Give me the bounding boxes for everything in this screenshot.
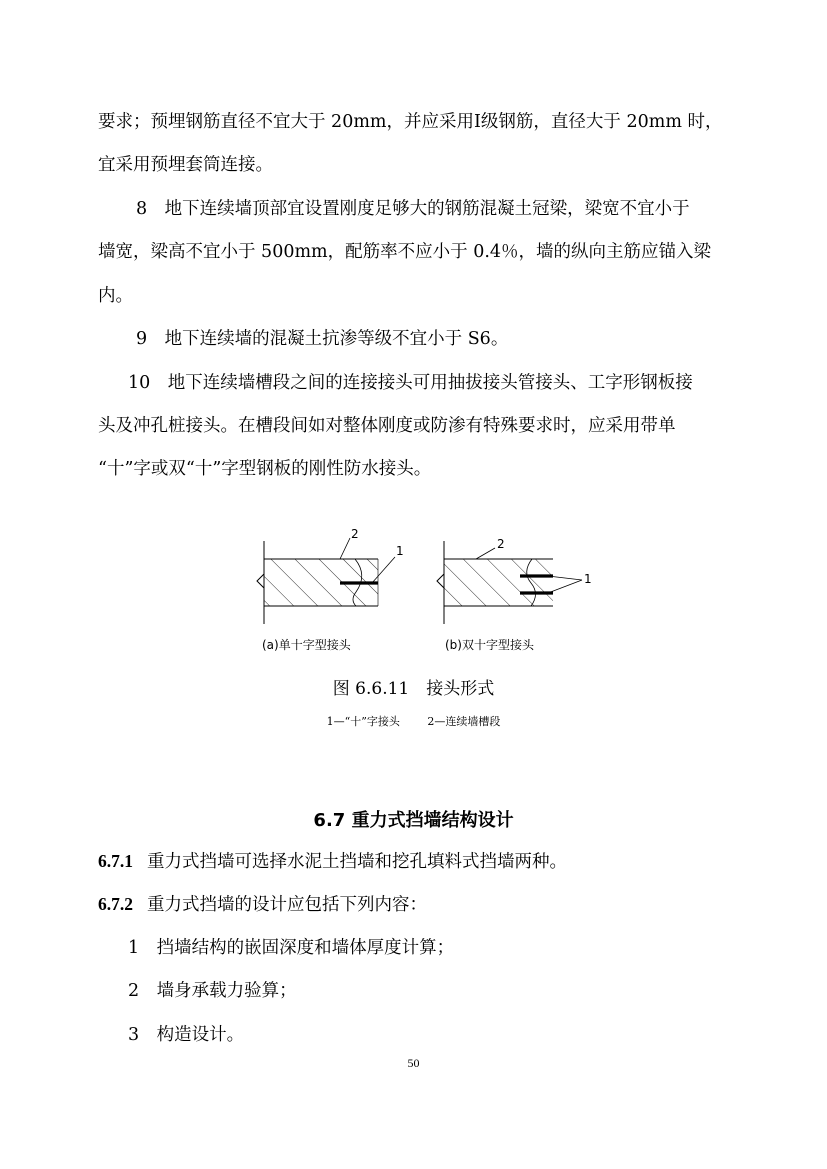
figure-legend xyxy=(0,713,827,729)
legend-item: 1—“十”字接头 xyxy=(326,715,400,728)
paragraph-line: 8 地下连续墙顶部宜设置刚度足够大的钢筋混凝土冠梁，梁宽不宜小于 xyxy=(136,199,690,219)
figure-b-label-2: 2 xyxy=(497,537,505,551)
paragraph-line: 10 地下连续墙槽段之间的连接接头可用抽拔接头管接头、工字形钢板接 xyxy=(128,373,693,393)
clause-text: 重力式挡墙可选择水泥土挡墙和挖孔填料式挡墙两种。 xyxy=(147,852,567,872)
figure-a-label-2: 2 xyxy=(351,527,359,541)
paragraph-line: 墙宽，梁高不宜小于 500mm，配筋率不应小于 0.4％，墙的纵向主筋应锚入梁 xyxy=(98,242,712,262)
paragraph-line: 头及冲孔桩接头。在槽段间如对整体刚度或防渗有特殊要求时，应采用带单 xyxy=(98,416,676,436)
clause-number: 6.7.1 xyxy=(98,851,133,871)
list-item: 1 挡墙结构的嵌固深度和墙体厚度计算； xyxy=(128,938,455,958)
legend-item: 2—连续墙槽段 xyxy=(427,715,501,728)
paragraph-line: 要求；预埋钢筋直径不宜大于 20mm，并应采用Ⅰ级钢筋，直径大于 20mm 时， xyxy=(98,112,723,132)
paragraph-line: 9 地下连续墙的混凝土抗渗等级不宜小于 S6。 xyxy=(136,329,509,349)
page-number: 50 xyxy=(407,1056,420,1070)
clause-text: 重力式挡墙的设计应包括下列内容： xyxy=(147,895,427,915)
list-item: 2 墙身承载力验算； xyxy=(128,981,297,1001)
paragraph-line: 内。 xyxy=(98,286,133,306)
figure-b-diagram xyxy=(437,541,582,624)
figure-b-label-1: 1 xyxy=(584,572,592,586)
figure-caption: 图 6.6.11 接头形式 xyxy=(332,679,495,699)
paragraph-line: “十”字或双“十”字型钢板的刚性防水接头。 xyxy=(98,459,432,479)
list-item: 3 构造设计。 xyxy=(128,1025,245,1045)
section-heading: 6.7 重力式挡墙结构设计 xyxy=(313,810,514,831)
paragraph-line: 宜采用预埋套筒连接。 xyxy=(98,155,273,175)
figure-a-label-1: 1 xyxy=(396,544,404,558)
figure-b-caption: (b)双十字型接头 xyxy=(445,638,534,652)
clause xyxy=(98,892,427,917)
clause xyxy=(98,849,567,874)
figure-a-diagram xyxy=(257,538,395,624)
figure-a-caption: (a)单十字型接头 xyxy=(262,638,351,652)
clause-number: 6.7.2 xyxy=(98,894,133,914)
